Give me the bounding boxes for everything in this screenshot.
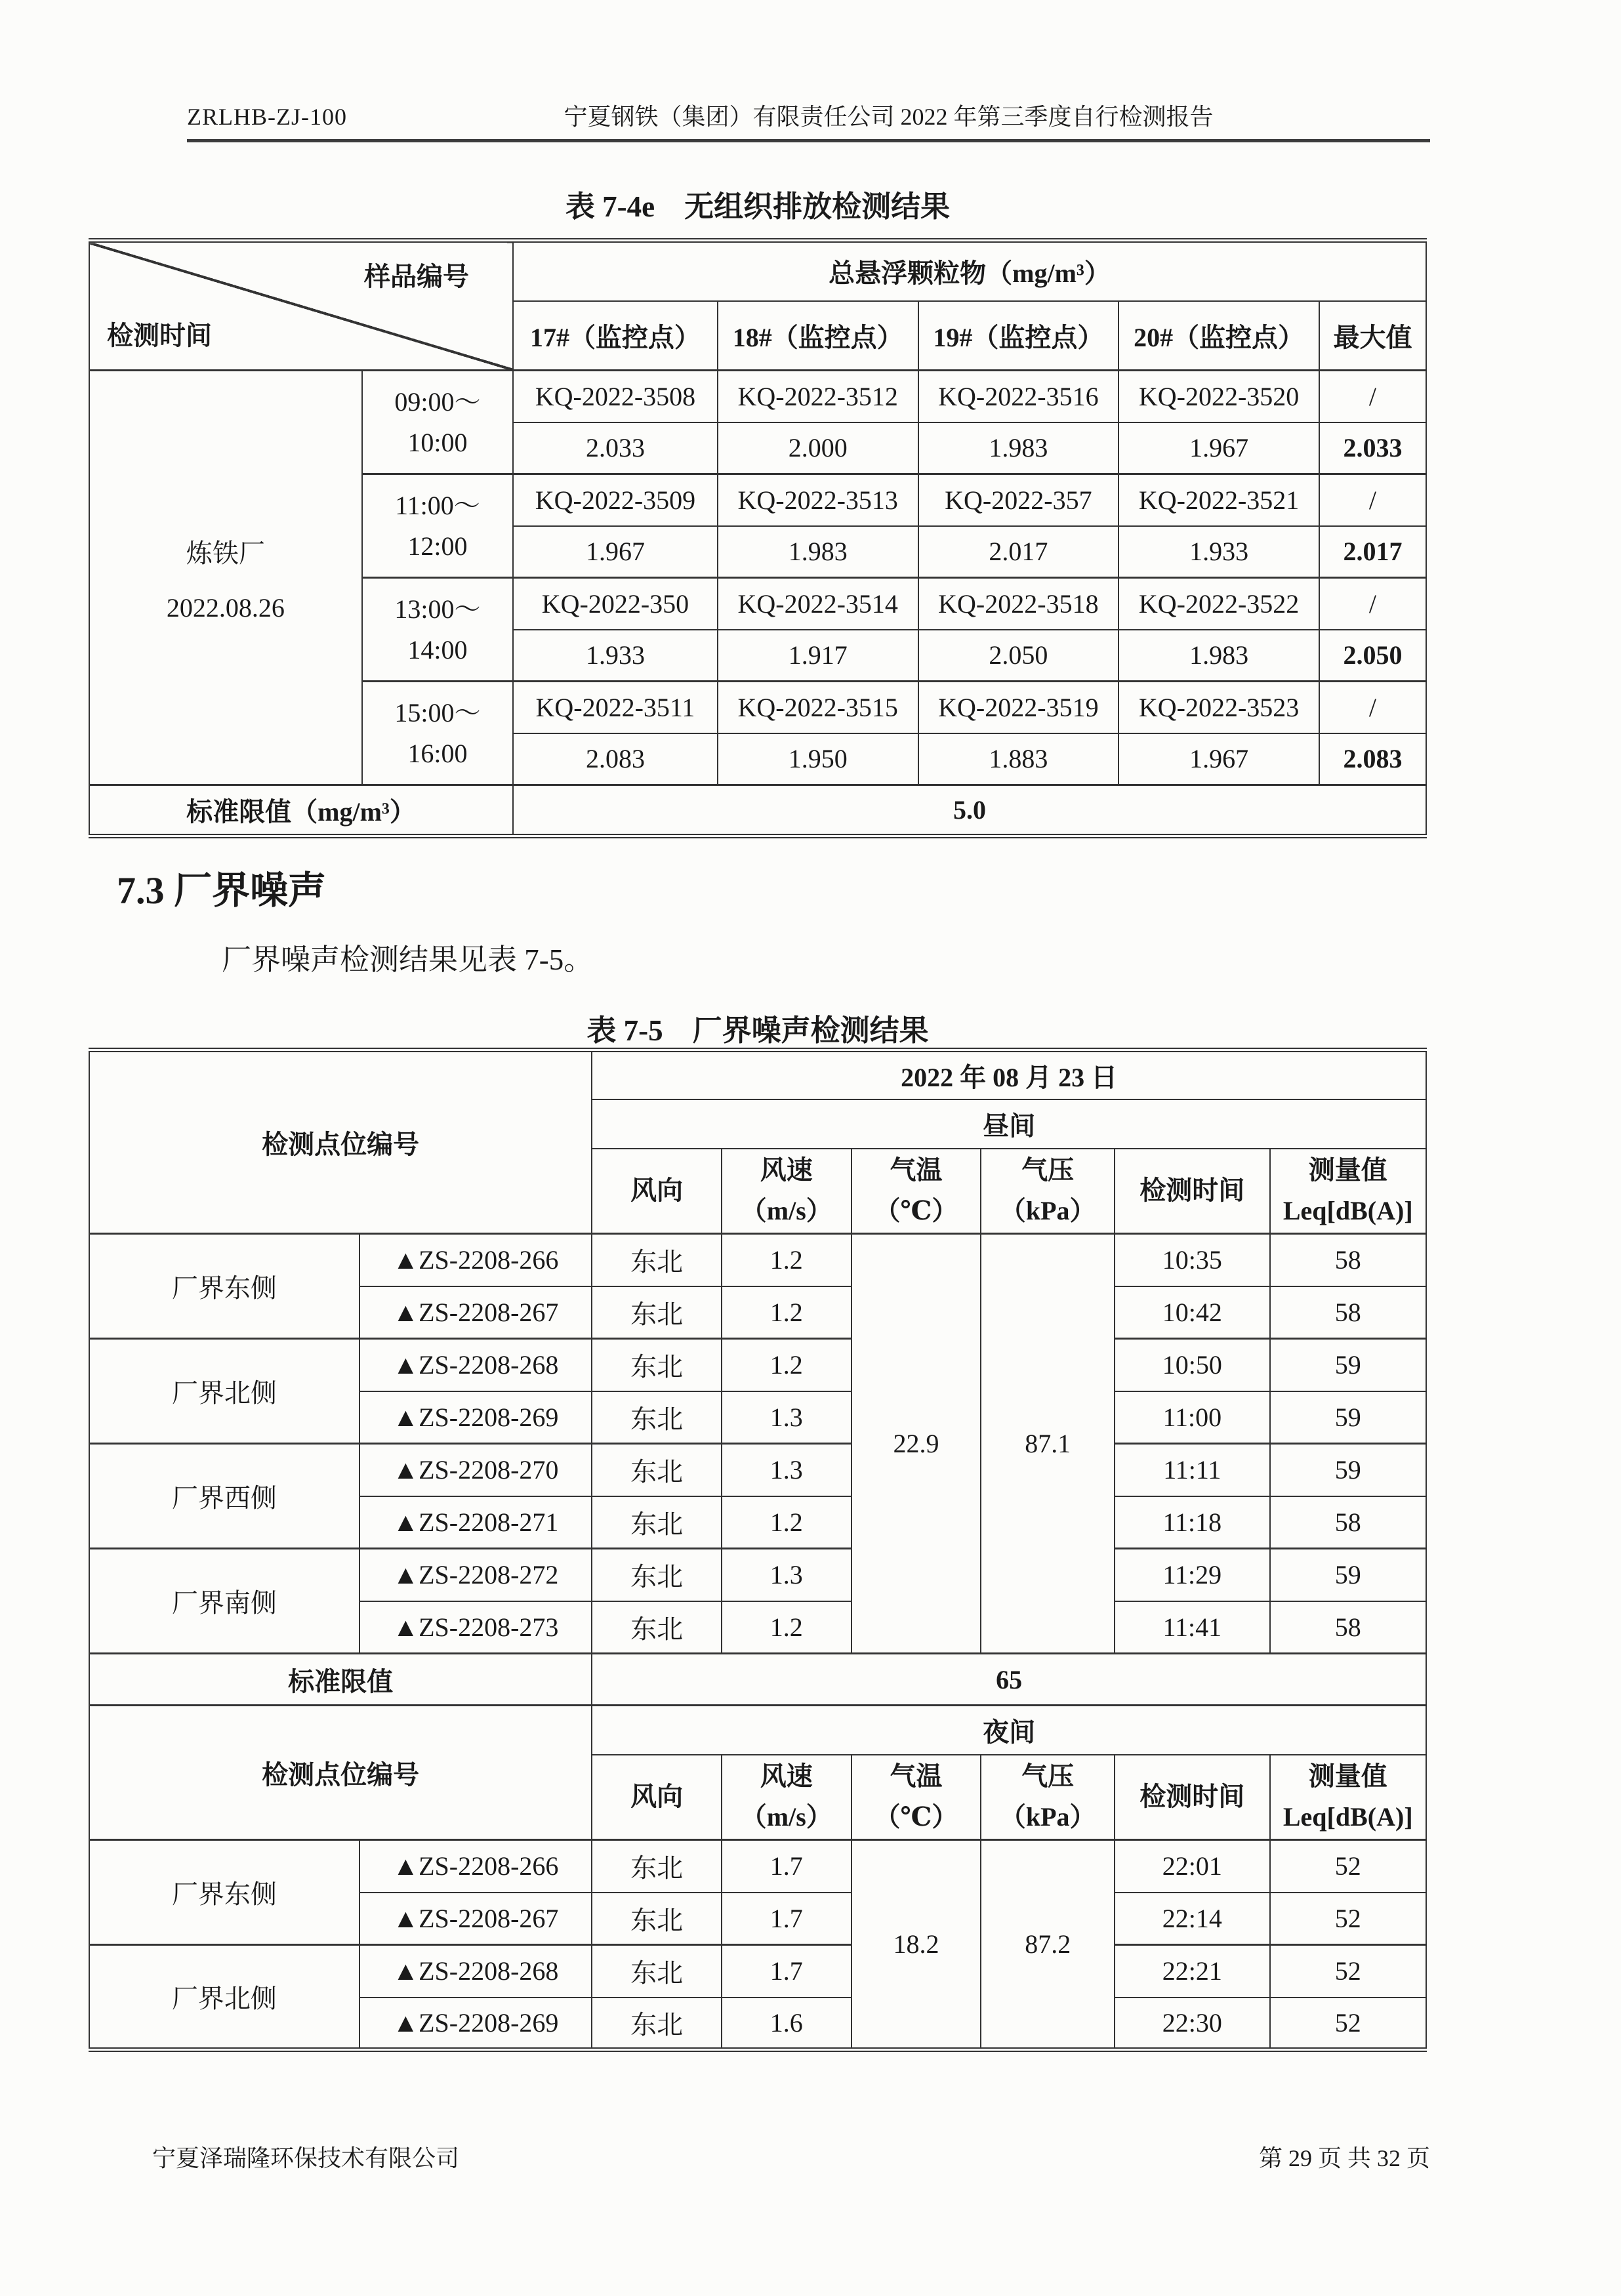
wind-dir: 东北 bbox=[592, 1286, 722, 1339]
sample-id: KQ-2022-3522 bbox=[1118, 578, 1319, 630]
col-time bbox=[1115, 1755, 1269, 1840]
corner-label-sample: 样品编号 bbox=[364, 262, 470, 291]
point-id: ▲ZS-2208-268 bbox=[359, 1945, 592, 1998]
col-unit: Leq[dB(A)] bbox=[1282, 1802, 1413, 1832]
tsp-value: 2.000 bbox=[718, 422, 918, 474]
tsp-value: 2.050 bbox=[918, 630, 1119, 682]
sample-id: KQ-2022-3518 bbox=[918, 578, 1119, 630]
tsp-value: 1.917 bbox=[718, 630, 918, 682]
col-leq bbox=[1270, 1755, 1427, 1840]
wind-dir: 东北 bbox=[592, 1496, 722, 1549]
col-label: 气温 bbox=[890, 1761, 943, 1792]
doc-title: 宁夏钢铁（集团）有限责任公司 2022 年第三季度自行检测报告 bbox=[564, 104, 1214, 130]
sample-id: KQ-2022-3516 bbox=[918, 371, 1119, 422]
wind-speed: 1.7 bbox=[722, 1840, 852, 1893]
max-sample: / bbox=[1319, 682, 1426, 733]
col-wind-speed bbox=[722, 1149, 852, 1234]
footer-page-number: 第 29 页 共 32 页 bbox=[1258, 2145, 1430, 2171]
point-id: ▲ZS-2208-271 bbox=[359, 1496, 592, 1549]
col-header-17: 17#（监控点） bbox=[513, 301, 718, 371]
tsp-value: 1.967 bbox=[513, 526, 718, 578]
table1-title: 表 7-4e 无组织排放检测结果 bbox=[565, 190, 951, 223]
point-id: ▲ZS-2208-269 bbox=[359, 1391, 592, 1444]
max-value: 2.050 bbox=[1319, 630, 1426, 682]
col-wind-dir bbox=[592, 1755, 722, 1840]
col-unit: （m/s） bbox=[740, 1802, 832, 1832]
leq-value: 58 bbox=[1270, 1601, 1427, 1654]
wind-dir: 东北 bbox=[592, 1444, 722, 1496]
point-id: ▲ZS-2208-268 bbox=[359, 1339, 592, 1391]
tsp-value: 1.983 bbox=[1118, 630, 1319, 682]
wind-speed: 1.3 bbox=[722, 1444, 852, 1496]
col-label: 风速 bbox=[760, 1155, 813, 1185]
wind-speed: 1.3 bbox=[722, 1391, 852, 1444]
tsp-value: 2.083 bbox=[513, 733, 718, 785]
col-header-20: 20#（监控点） bbox=[1118, 301, 1319, 371]
leq-value: 59 bbox=[1270, 1391, 1427, 1444]
wind-dir: 东北 bbox=[592, 1339, 722, 1391]
col-pressure bbox=[981, 1755, 1115, 1840]
sample-id: KQ-2022-3513 bbox=[718, 474, 918, 526]
wind-speed: 1.2 bbox=[722, 1339, 852, 1391]
wind-speed: 1.2 bbox=[722, 1496, 852, 1549]
point-id: ▲ZS-2208-267 bbox=[359, 1286, 592, 1339]
section-paragraph: 厂界噪声检测结果见表 7-5。 bbox=[222, 943, 594, 976]
wind-dir: 东北 bbox=[592, 1391, 722, 1444]
sample-id: KQ-2022-3509 bbox=[513, 474, 718, 526]
period-cell bbox=[362, 578, 513, 682]
col-temp bbox=[852, 1149, 981, 1234]
col-label: 气温 bbox=[890, 1155, 943, 1185]
col-unit: （kPa） bbox=[999, 1802, 1096, 1832]
col-label: 检测时间 bbox=[1139, 1176, 1245, 1206]
period-start: 09:00～ bbox=[394, 386, 481, 417]
period-cell bbox=[362, 682, 513, 785]
col-unit: Leq[dB(A)] bbox=[1282, 1196, 1413, 1226]
meas-time: 10:35 bbox=[1115, 1234, 1269, 1286]
col-label: 检测时间 bbox=[1139, 1782, 1245, 1812]
col-label: 风速 bbox=[760, 1761, 813, 1792]
sample-id: KQ-2022-3512 bbox=[718, 371, 918, 422]
tsp-value: 1.967 bbox=[1118, 733, 1319, 785]
boundary-side: 厂界北侧 bbox=[89, 1945, 359, 2050]
doc-code: ZRLHB-ZJ-100 bbox=[187, 104, 347, 130]
col-temp bbox=[852, 1755, 981, 1840]
meas-time: 10:50 bbox=[1115, 1339, 1269, 1391]
tsp-value: 1.933 bbox=[513, 630, 718, 682]
sample-id: KQ-2022-350 bbox=[513, 578, 718, 630]
boundary-side: 厂界东侧 bbox=[89, 1234, 359, 1339]
sample-id: KQ-2022-3515 bbox=[718, 682, 918, 733]
col-header-19: 19#（监控点） bbox=[918, 301, 1119, 371]
wind-speed: 1.7 bbox=[722, 1945, 852, 1998]
boundary-side: 厂界南侧 bbox=[89, 1549, 359, 1654]
sample-id: KQ-2022-3508 bbox=[513, 371, 718, 422]
col-label: 风向 bbox=[630, 1176, 684, 1206]
footer-company: 宁夏泽瑞隆环保技术有限公司 bbox=[152, 2145, 460, 2171]
meas-time: 11:00 bbox=[1115, 1391, 1269, 1444]
boundary-side: 厂界东侧 bbox=[89, 1840, 359, 1945]
sample-id: KQ-2022-3520 bbox=[1118, 371, 1319, 422]
header-rule bbox=[187, 139, 1430, 142]
period-end: 14:00 bbox=[407, 634, 468, 665]
tsp-value: 1.983 bbox=[918, 422, 1119, 474]
period-end: 10:00 bbox=[407, 427, 468, 457]
col-unit: （m/s） bbox=[740, 1196, 832, 1226]
tsp-value: 1.883 bbox=[918, 733, 1119, 785]
col-label: 气压 bbox=[1021, 1155, 1075, 1185]
wind-dir: 东北 bbox=[592, 1893, 722, 1945]
limit-label: 标准限值（mg/m³） bbox=[89, 785, 513, 836]
wind-speed: 1.3 bbox=[722, 1549, 852, 1601]
col-header-max: 最大值 bbox=[1319, 301, 1426, 371]
leq-value: 59 bbox=[1270, 1549, 1427, 1601]
meas-time: 10:42 bbox=[1115, 1286, 1269, 1339]
noise-limit-label: 标准限值 bbox=[89, 1654, 592, 1706]
sample-id: KQ-2022-357 bbox=[918, 474, 1119, 526]
boundary-side: 厂界北侧 bbox=[89, 1339, 359, 1444]
wind-dir: 东北 bbox=[592, 1998, 722, 2050]
meas-time: 11:11 bbox=[1115, 1444, 1269, 1496]
page-header bbox=[187, 98, 1430, 132]
col-unit: （℃） bbox=[874, 1802, 958, 1832]
leq-value: 52 bbox=[1270, 1893, 1427, 1945]
col-unit: （℃） bbox=[874, 1196, 958, 1226]
period-cell bbox=[362, 371, 513, 474]
tsp-value: 2.017 bbox=[918, 526, 1119, 578]
site-name: 炼铁厂 bbox=[186, 538, 265, 568]
max-value: 2.033 bbox=[1319, 422, 1426, 474]
tsp-value: 1.983 bbox=[718, 526, 918, 578]
point-id: ▲ZS-2208-266 bbox=[359, 1840, 592, 1893]
period-start: 15:00～ bbox=[394, 697, 481, 728]
wind-dir: 东北 bbox=[592, 1840, 722, 1893]
wind-speed: 1.6 bbox=[722, 1998, 852, 2050]
leq-value: 52 bbox=[1270, 1840, 1427, 1893]
wind-dir: 东北 bbox=[592, 1234, 722, 1286]
meas-time: 22:21 bbox=[1115, 1945, 1269, 1998]
period-start: 13:00～ bbox=[394, 594, 481, 624]
tsp-value: 1.933 bbox=[1118, 526, 1319, 578]
date-header: 2022 年 08 月 23 日 bbox=[592, 1050, 1426, 1099]
period-start: 11:00～ bbox=[395, 490, 480, 520]
max-value: 2.017 bbox=[1319, 526, 1426, 578]
noise-table bbox=[89, 1048, 1427, 2052]
diagonal-corner-cell bbox=[89, 241, 513, 371]
sample-id: KQ-2022-3523 bbox=[1118, 682, 1319, 733]
limit-value: 5.0 bbox=[513, 785, 1426, 836]
boundary-side: 厂界西侧 bbox=[89, 1444, 359, 1549]
wind-speed: 1.2 bbox=[722, 1601, 852, 1654]
col-pressure bbox=[981, 1149, 1115, 1234]
col-leq bbox=[1270, 1149, 1427, 1234]
sample-id: KQ-2022-3519 bbox=[918, 682, 1119, 733]
leq-value: 52 bbox=[1270, 1998, 1427, 2050]
col-label: 测量值 bbox=[1308, 1155, 1387, 1185]
point-id: ▲ZS-2208-266 bbox=[359, 1234, 592, 1286]
leq-value: 58 bbox=[1270, 1496, 1427, 1549]
point-id: ▲ZS-2208-273 bbox=[359, 1601, 592, 1654]
max-sample: / bbox=[1319, 578, 1426, 630]
corner-label-points-day: 检测点位编号 bbox=[89, 1050, 592, 1234]
leq-value: 58 bbox=[1270, 1234, 1427, 1286]
tsp-value: 1.950 bbox=[718, 733, 918, 785]
noise-limit-value: 65 bbox=[592, 1654, 1426, 1706]
day-pressure: 87.1 bbox=[981, 1234, 1115, 1654]
col-time bbox=[1115, 1149, 1269, 1234]
meas-time: 22:30 bbox=[1115, 1998, 1269, 2050]
period-cell bbox=[362, 474, 513, 578]
meas-time: 22:14 bbox=[1115, 1893, 1269, 1945]
nighttime-header: 夜间 bbox=[592, 1706, 1426, 1755]
col-label: 气压 bbox=[1021, 1761, 1075, 1792]
col-header-18: 18#（监控点） bbox=[718, 301, 918, 371]
daytime-header: 昼间 bbox=[592, 1099, 1426, 1149]
leq-value: 52 bbox=[1270, 1945, 1427, 1998]
night-temp: 18.2 bbox=[852, 1840, 981, 2050]
meas-time: 11:29 bbox=[1115, 1549, 1269, 1601]
site-cell bbox=[89, 371, 362, 785]
point-id: ▲ZS-2208-272 bbox=[359, 1549, 592, 1601]
period-end: 16:00 bbox=[407, 738, 468, 768]
max-sample: / bbox=[1319, 371, 1426, 422]
tsp-value: 1.967 bbox=[1118, 422, 1319, 474]
wind-dir: 东北 bbox=[592, 1549, 722, 1601]
page-footer bbox=[152, 2140, 1430, 2173]
day-temp: 22.9 bbox=[852, 1234, 981, 1654]
max-sample: / bbox=[1319, 474, 1426, 526]
point-id: ▲ZS-2208-270 bbox=[359, 1444, 592, 1496]
sample-id: KQ-2022-3514 bbox=[718, 578, 918, 630]
meas-time: 11:18 bbox=[1115, 1496, 1269, 1549]
sample-id: KQ-2022-3521 bbox=[1118, 474, 1319, 526]
col-wind-dir bbox=[592, 1149, 722, 1234]
col-label: 风向 bbox=[630, 1782, 684, 1812]
emission-table bbox=[89, 238, 1427, 838]
leq-value: 59 bbox=[1270, 1339, 1427, 1391]
table2-title: 表 7-5 厂界噪声检测结果 bbox=[586, 1014, 929, 1047]
tsp-value: 2.033 bbox=[513, 422, 718, 474]
col-label: 测量值 bbox=[1308, 1761, 1387, 1792]
leq-value: 59 bbox=[1270, 1444, 1427, 1496]
wind-speed: 1.2 bbox=[722, 1234, 852, 1286]
section-heading: 7.3 厂界噪声 bbox=[117, 869, 327, 912]
wind-speed: 1.7 bbox=[722, 1893, 852, 1945]
corner-label-points-night: 检测点位编号 bbox=[89, 1706, 592, 1840]
leq-value: 58 bbox=[1270, 1286, 1427, 1339]
corner-label-time: 检测时间 bbox=[107, 321, 212, 350]
col-wind-speed bbox=[722, 1755, 852, 1840]
meas-time: 11:41 bbox=[1115, 1601, 1269, 1654]
col-unit: （kPa） bbox=[999, 1196, 1096, 1226]
meas-time: 22:01 bbox=[1115, 1840, 1269, 1893]
site-date: 2022.08.26 bbox=[166, 592, 285, 623]
period-end: 12:00 bbox=[407, 531, 468, 561]
sample-id: KQ-2022-3511 bbox=[513, 682, 718, 733]
wind-dir: 东北 bbox=[592, 1945, 722, 1998]
night-pressure: 87.2 bbox=[981, 1840, 1115, 2050]
group-header-tsp: 总悬浮颗粒物（mg/m³） bbox=[513, 241, 1426, 301]
wind-speed: 1.2 bbox=[722, 1286, 852, 1339]
point-id: ▲ZS-2208-269 bbox=[359, 1998, 592, 2050]
max-value: 2.083 bbox=[1319, 733, 1426, 785]
point-id: ▲ZS-2208-267 bbox=[359, 1893, 592, 1945]
wind-dir: 东北 bbox=[592, 1601, 722, 1654]
